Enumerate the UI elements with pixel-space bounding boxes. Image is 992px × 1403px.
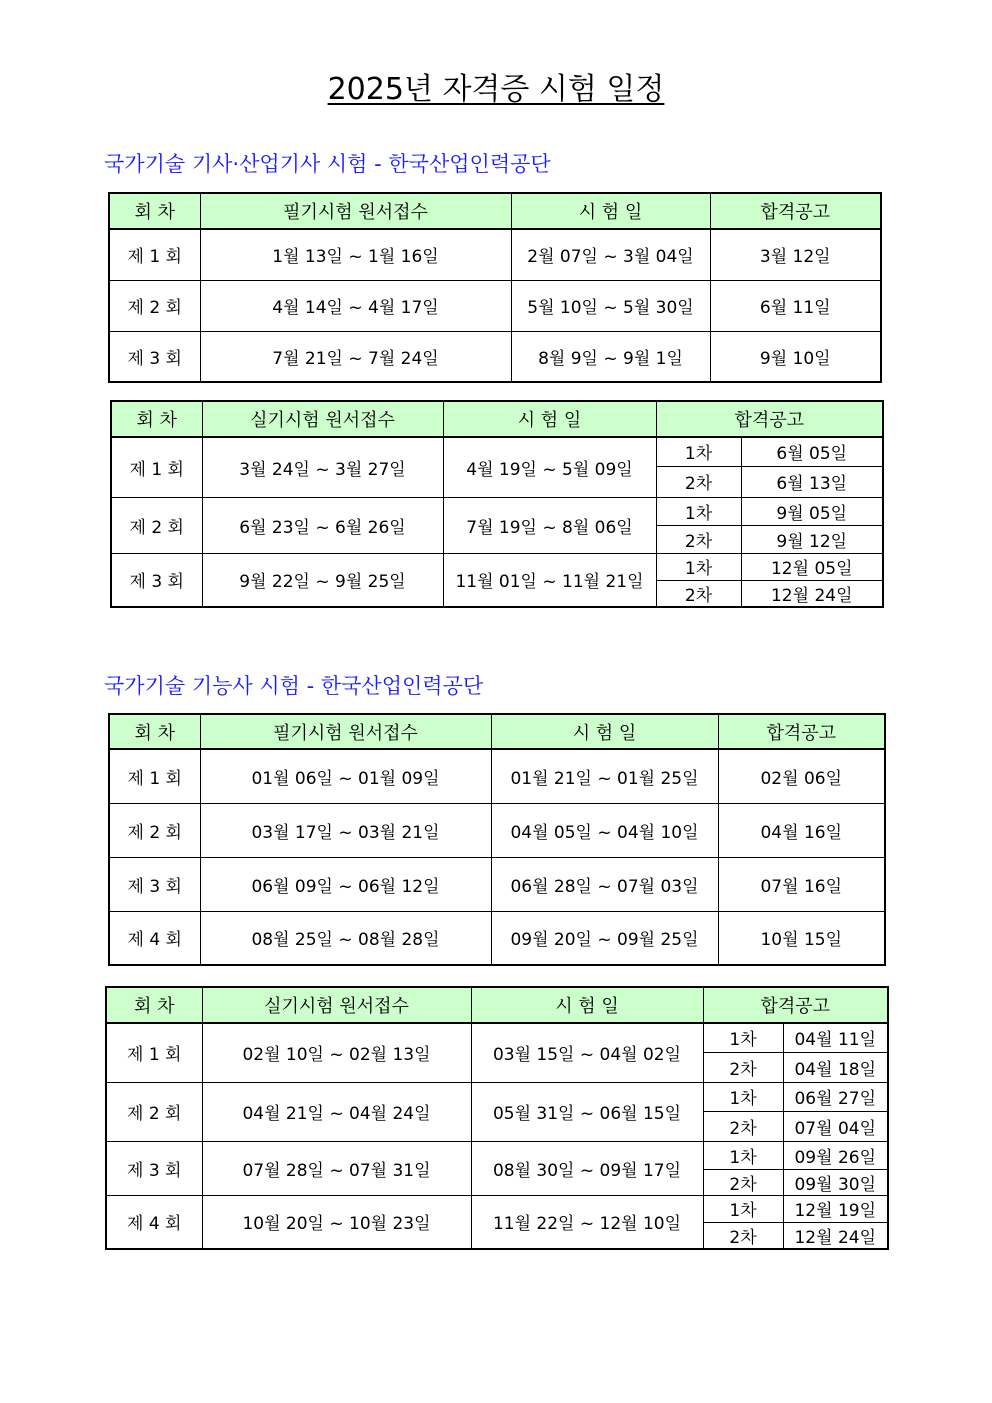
exam-cell: 7월 19일 ~ 8월 06일 [443, 497, 656, 553]
exam-cell: 06월 28일 ~ 07월 03일 [491, 857, 718, 911]
result-date: 6월 13일 [741, 466, 883, 497]
round-cell: 제 4 회 [109, 911, 200, 965]
apply-cell: 10월 20일 ~ 10월 23일 [202, 1195, 471, 1249]
section-heading-craftsman: 국가기술 기능사 시험 - 한국산업인력공단 [104, 674, 484, 698]
apply-cell: 7월 21일 ~ 7월 24일 [200, 331, 511, 382]
apply-cell: 01월 06일 ~ 01월 09일 [200, 749, 491, 803]
apply-cell: 6월 23일 ~ 6월 26일 [202, 497, 443, 553]
header-apply: 실기시험 원서접수 [202, 401, 443, 437]
practical-schedule-table-craftsman [105, 986, 889, 1250]
exam-cell: 01월 21일 ~ 01월 25일 [491, 749, 718, 803]
result-stage-label: 1차 [703, 1195, 783, 1222]
result-date: 12월 24일 [783, 1222, 888, 1249]
result-stage-label: 1차 [703, 1141, 783, 1169]
apply-cell: 04월 21일 ~ 04월 24일 [202, 1082, 471, 1141]
table-row [109, 229, 881, 280]
exam-cell: 2월 07일 ~ 3월 04일 [511, 229, 710, 280]
apply-cell: 3월 24일 ~ 3월 27일 [202, 437, 443, 497]
round-cell: 제 2 회 [109, 803, 200, 857]
result-date: 04월 18일 [783, 1052, 888, 1082]
result-stage-label: 2차 [703, 1222, 783, 1249]
result-cell: 02월 06일 [718, 749, 885, 803]
round-cell: 제 3 회 [109, 331, 200, 382]
result-date: 04월 11일 [783, 1023, 888, 1052]
round-cell: 제 3 회 [106, 1141, 202, 1195]
header-apply: 필기시험 원서접수 [200, 193, 511, 229]
round-cell: 제 3 회 [111, 553, 202, 607]
table-row [111, 553, 883, 580]
result-date: 07월 04일 [783, 1111, 888, 1141]
round-cell: 제 2 회 [109, 280, 200, 331]
result-date: 9월 05일 [741, 497, 883, 525]
round-cell: 제 1 회 [109, 229, 200, 280]
table-row [109, 749, 885, 803]
result-date: 09월 30일 [783, 1169, 888, 1195]
table-row [109, 857, 885, 911]
exam-cell: 4월 19일 ~ 5월 09일 [443, 437, 656, 497]
result-date: 12월 24일 [741, 580, 883, 607]
result-date: 12월 19일 [783, 1195, 888, 1222]
result-stage-label: 1차 [703, 1082, 783, 1111]
result-cell: 9월 10일 [710, 331, 881, 382]
exam-cell: 11월 01일 ~ 11월 21일 [443, 553, 656, 607]
result-cell: 04월 16일 [718, 803, 885, 857]
result-date: 09월 26일 [783, 1141, 888, 1169]
result-date: 12월 05일 [741, 553, 883, 580]
apply-cell: 06월 09일 ~ 06월 12일 [200, 857, 491, 911]
table-row [106, 1023, 888, 1052]
written-schedule-table-engineer [108, 192, 882, 383]
result-cell: 07월 16일 [718, 857, 885, 911]
result-stage-label: 1차 [703, 1023, 783, 1052]
section-heading-engineer: 국가기술 기사·산업기사 시험 - 한국산업인력공단 [104, 152, 551, 176]
apply-cell: 03월 17일 ~ 03월 21일 [200, 803, 491, 857]
result-stage-label: 2차 [656, 466, 741, 497]
apply-cell: 9월 22일 ~ 9월 25일 [202, 553, 443, 607]
exam-cell: 05월 31일 ~ 06월 15일 [471, 1082, 703, 1141]
exam-cell: 08월 30일 ~ 09월 17일 [471, 1141, 703, 1195]
header-result: 합격공고 [703, 987, 888, 1023]
result-stage-label: 2차 [656, 580, 741, 607]
table-row [109, 911, 885, 965]
result-stage-label: 2차 [703, 1052, 783, 1082]
apply-cell: 07월 28일 ~ 07월 31일 [202, 1141, 471, 1195]
header-result: 합격공고 [656, 401, 883, 437]
result-date: 6월 05일 [741, 437, 883, 466]
header-round: 회 차 [109, 714, 200, 749]
header-exam: 시 험 일 [511, 193, 710, 229]
result-stage-label: 1차 [656, 437, 741, 466]
header-exam: 시 험 일 [491, 714, 718, 749]
result-date: 06월 27일 [783, 1082, 888, 1111]
exam-cell: 04월 05일 ~ 04월 10일 [491, 803, 718, 857]
header-result: 합격공고 [710, 193, 881, 229]
header-apply: 실기시험 원서접수 [202, 987, 471, 1023]
table-row [109, 280, 881, 331]
header-round: 회 차 [109, 193, 200, 229]
apply-cell: 1월 13일 ~ 1월 16일 [200, 229, 511, 280]
round-cell: 제 1 회 [109, 749, 200, 803]
round-cell: 제 2 회 [111, 497, 202, 553]
practical-schedule-table-engineer [110, 400, 884, 608]
round-cell: 제 1 회 [106, 1023, 202, 1082]
round-cell: 제 2 회 [106, 1082, 202, 1141]
result-cell: 10월 15일 [718, 911, 885, 965]
exam-cell: 03월 15일 ~ 04월 02일 [471, 1023, 703, 1082]
result-cell: 6월 11일 [710, 280, 881, 331]
exam-cell: 09월 20일 ~ 09월 25일 [491, 911, 718, 965]
round-cell: 제 4 회 [106, 1195, 202, 1249]
result-date: 9월 12일 [741, 525, 883, 553]
round-cell: 제 1 회 [111, 437, 202, 497]
result-stage-label: 2차 [656, 525, 741, 553]
apply-cell: 02월 10일 ~ 02월 13일 [202, 1023, 471, 1082]
table-row [109, 803, 885, 857]
table-row [106, 1141, 888, 1169]
exam-cell: 8월 9일 ~ 9월 1일 [511, 331, 710, 382]
apply-cell: 08월 25일 ~ 08월 28일 [200, 911, 491, 965]
table-row [106, 1082, 888, 1111]
result-stage-label: 1차 [656, 497, 741, 525]
page-title: 2025년 자격증 시험 일정 [327, 72, 665, 107]
header-exam: 시 험 일 [471, 987, 703, 1023]
exam-cell: 11월 22일 ~ 12월 10일 [471, 1195, 703, 1249]
header-exam: 시 험 일 [443, 401, 656, 437]
written-schedule-table-craftsman [108, 713, 886, 966]
result-cell: 3월 12일 [710, 229, 881, 280]
result-stage-label: 2차 [703, 1111, 783, 1141]
table-row [111, 437, 883, 466]
table-row [111, 497, 883, 525]
header-round: 회 차 [111, 401, 202, 437]
header-apply: 필기시험 원서접수 [200, 714, 491, 749]
table-row [109, 331, 881, 382]
apply-cell: 4월 14일 ~ 4월 17일 [200, 280, 511, 331]
table-row [106, 1195, 888, 1222]
result-stage-label: 2차 [703, 1169, 783, 1195]
header-result: 합격공고 [718, 714, 885, 749]
exam-cell: 5월 10일 ~ 5월 30일 [511, 280, 710, 331]
round-cell: 제 3 회 [109, 857, 200, 911]
header-round: 회 차 [106, 987, 202, 1023]
result-stage-label: 1차 [656, 553, 741, 580]
